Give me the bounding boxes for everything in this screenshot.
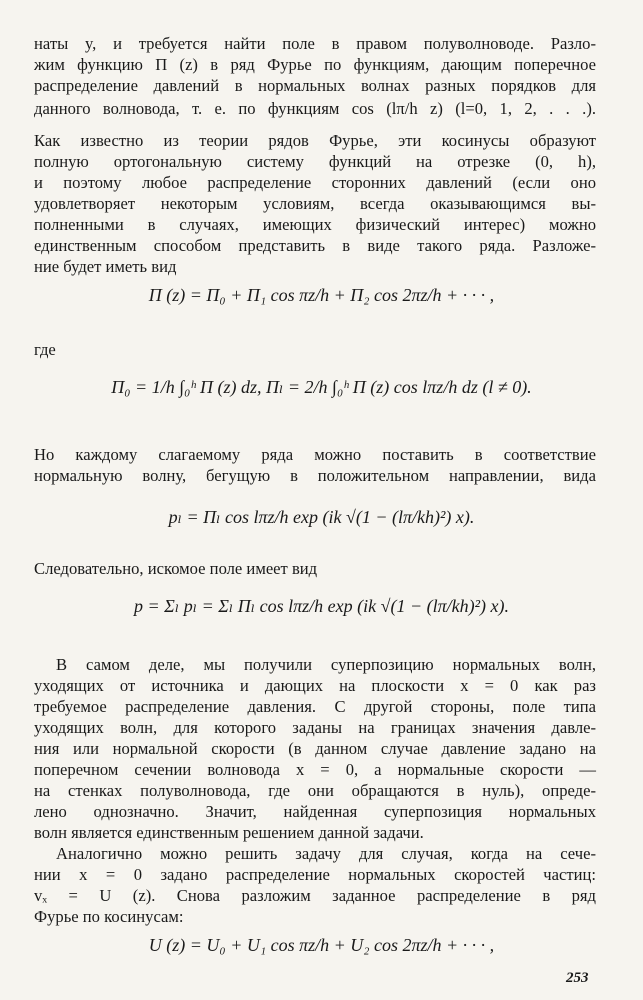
text-line: Как известно из теории рядов Фурье, эти косинусы образуют xyxy=(34,131,596,150)
text-line: лено однозначно. Значит, найденная суперпозиция нормальных xyxy=(34,802,596,821)
text-line: нии x = 0 задано распределение нормальных скоростей частиц: xyxy=(34,865,596,884)
text-line: уходящих волн, для которого заданы на границах значения давле- xyxy=(34,718,596,737)
equation-velocity-series: U (z) = U₀ + U₁ cos πz/h + U₂ cos 2πz/h + · · · , xyxy=(148,935,495,955)
equation-normal-wave: pₗ = Πₗ cos lπz/h exp (ik √(1 − (lπ/kh)²) x). xyxy=(168,507,475,527)
text-line: на стенках полуволновода, где они обращаются в нуль), опреде- xyxy=(34,781,596,800)
text-line: полную ортогональную систему функций на отрезке (0, h), xyxy=(34,152,596,171)
text-line: Фурье по косинусам: xyxy=(34,907,184,926)
text-line: требуемое распределение давления. С другой стороны, поле типа xyxy=(34,697,596,716)
text-line: В самом деле, мы получили суперпозицию нормальных волн, xyxy=(56,655,596,674)
equation-coefficients: Π₀ = 1/h ∫₀ʰ Π (z) dz, Πₗ = 2/h ∫₀ʰ Π (z) cos lπz/h dz (l ≠ 0). xyxy=(111,377,532,397)
text-line: ние будет иметь вид xyxy=(34,257,177,276)
text-line: vₓ = U (z). Снова разложим заданное распределение в ряд xyxy=(34,886,596,905)
equation-field-sum: p = Σₗ pₗ = Σₗ Πₗ cos lπz/h exp (ik √(1 − (lπ/kh)²) x). xyxy=(133,596,510,616)
text-line: наты y, и требуется найти поле в правом полуволноводе. Разло- xyxy=(34,34,596,53)
text-line: Аналогично можно решить задачу для случая, когда на сече- xyxy=(56,844,596,863)
text-line: волн является единственным решением данной задачи. xyxy=(34,823,424,842)
text-line: где xyxy=(34,340,56,359)
text-line: Следовательно, искомое поле имеет вид xyxy=(34,559,318,578)
text-line: и поэтому любое распределение сторонних давлений (если оно xyxy=(34,173,596,192)
text-line: поперечном сечении волновода x = 0, а нормальные скорости — xyxy=(34,760,596,779)
equation-fourier-series: Π (z) = Π₀ + Π₁ cos πz/h + Π₂ cos 2πz/h + · · · , xyxy=(148,285,495,305)
page-number: 253 xyxy=(566,970,589,986)
text-line: полненными в случаях, имеющих физический интерес) можно xyxy=(34,215,596,234)
text-line: Но каждому слагаемому ряда можно поставить в соответствие xyxy=(34,445,596,464)
text-line: распределение давлений в нормальных волнах разных порядков для xyxy=(34,76,596,95)
text-line: нормальную волну, бегущую в положительном направлении, вида xyxy=(34,466,596,485)
text-line: уходящих от источника и дающих на плоскости x = 0 как раз xyxy=(34,676,596,695)
text-line: жим функцию Π (z) в ряд Фурье по функциям, дающим поперечное xyxy=(34,55,596,74)
text-line: удовлетворяет некоторым условиям, всегда оказывающимся вы- xyxy=(34,194,596,213)
text-line: данного волновода, т. е. по функциям cos (lπ/h z) (l=0, 1, 2, . . .). xyxy=(34,99,596,118)
text-line: единственным способом представить в виде такого ряда. Разложе- xyxy=(34,236,596,255)
text-line: ния или нормальной скорости (в данном случае давление задано на xyxy=(34,739,596,758)
